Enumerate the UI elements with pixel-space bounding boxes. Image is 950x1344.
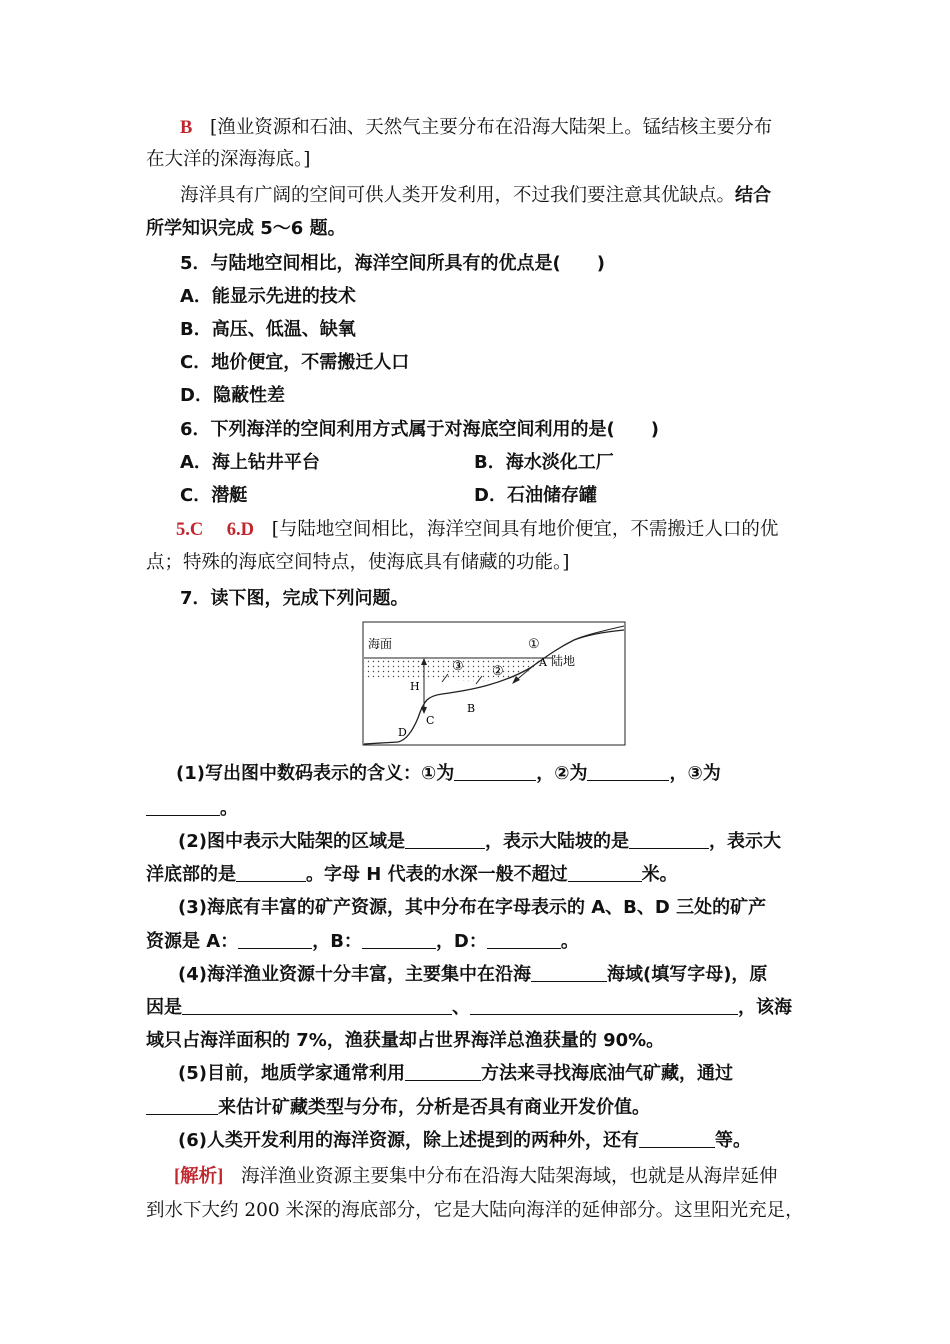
q7-p5-text-c: 来估计矿藏类型与分布，分析是否具有商业开发价值。 [218,1097,650,1118]
q7-p1-text-b: ，②为 [536,763,588,784]
q5-option-a: A．能显示先进的技术 [180,286,356,307]
intro-text: 海洋具有广阔的空间可供人类开发利用，不过我们要注意其优缺点。 [180,185,736,206]
blank-4-3[interactable] [470,996,738,1015]
q7-p4-text-a: (4)海洋渔业资源十分丰富，主要集中在沿海 [178,964,531,985]
q7-p4-line2 [146,994,792,1022]
answer-56-line2: 点；特殊的海底空间特点，使海底具有储藏的功能。] [146,552,570,573]
q6-option-c: C．潜艇 [180,485,248,506]
blank-4-2[interactable] [182,996,452,1015]
blank-2-4[interactable] [568,863,642,882]
label-c: C [426,714,435,727]
q7-p3-line1: (3)海底有丰富的矿产资源，其中分布在字母表示的 A、B、D 三处的矿产 [178,897,767,918]
label-h: H [410,680,420,693]
q7-p3-text-b: 资源是 A： [146,931,239,952]
q5-option-b: B．高压、低温、缺氧 [180,319,356,340]
label-b: B [467,702,476,715]
q7-p1-line1 [176,760,721,788]
q7-p2-line2 [146,861,678,889]
q7-p6-line [178,1127,751,1155]
blank-3-b[interactable] [362,930,436,949]
analysis-line2: 到水下大约 200 米深的海底部分，它是大陆向海洋的延伸部分。这里阳光充足， [146,1200,804,1221]
q7-stem: 7．读下图，完成下列问题。 [180,588,409,609]
q7-p3-line2 [146,928,579,956]
analysis-text-1: 海洋渔业资源主要集中分布在沿海大陆架海域，也就是从海岸延伸 [240,1166,778,1187]
q7-p4-text-d: 、 [452,997,470,1018]
q7-p4-line1 [178,961,767,989]
blank-2-3[interactable] [236,863,306,882]
blank-3-a[interactable] [238,930,312,949]
label-circle-1: ① [528,637,540,652]
blank-5-1[interactable] [405,1062,481,1081]
q6-option-b: B．海水淡化工厂 [474,452,614,473]
q7-p2-text-e: 。字母 H 代表的水深一般不超过 [306,864,568,885]
intro-line1 [180,182,771,210]
answer-6-label: 6.D [226,520,255,540]
intro-line2: 所学知识完成 5～6 题。 [146,218,346,239]
q7-p3-text-c: ，B： [312,931,362,952]
intro-text-bold: 结合 [735,185,772,206]
q7-p4-text-e: ，该海 [738,997,792,1018]
q6-option-a: A．海上钻井平台 [180,452,320,473]
q7-p3-text-e: 。 [560,931,579,952]
prev-answer-letter: B [180,118,193,138]
q7-p4-text-c: 因是 [146,997,182,1018]
label-circle-2: ② [492,664,504,679]
q7-p1-line2 [146,795,238,823]
blank-2-1[interactable] [405,830,485,849]
analysis-label: [解析] [174,1167,224,1187]
q7-p1-text-a: (1)写出图中数码表示的含义：①为 [176,763,455,784]
blank-1-3[interactable] [146,797,220,816]
blank-1-1[interactable] [454,762,536,781]
answer-56-line1 [176,516,778,544]
q7-p3-text-d: ，D： [435,931,487,952]
label-circle-3: ③ [452,659,464,674]
blank-1-2[interactable] [587,762,669,781]
q7-p5-line2 [146,1094,650,1122]
q7-p5-line1 [178,1060,733,1088]
q5-option-d: D．隐蔽性差 [180,385,285,406]
label-d: D [398,726,407,739]
blank-3-d[interactable] [487,930,561,949]
prev-answer-line1 [180,114,772,142]
q7-p4-text-b: 海域(填写字母)，原 [606,964,768,985]
q7-p1-text-d: 。 [220,798,238,819]
q7-p2-text-c: ，表示大 [708,831,781,852]
q7-p2-text-b: ，表示大陆坡的是 [484,831,629,852]
analysis-line1 [174,1163,778,1191]
blank-2-2[interactable] [629,830,709,849]
prev-answer-text: [渔业资源和石油、天然气主要分布在沿海大陆架上。锰结核主要分布 [210,117,773,138]
land-label: 陆地 [551,654,576,668]
q7-p5-text-a: (5)目前，地质学家通常利用 [178,1063,405,1084]
q7-p2-text-a: (2)图中表示大陆架的区域是 [178,831,405,852]
q5-option-c: C．地价便宜，不需搬迁人口 [180,352,410,373]
q5-stem: 5．与陆地空间相比，海洋空间所具有的优点是( ) [180,253,605,274]
q7-p1-text-c: ，③为 [669,763,721,784]
q7-p2-text-d: 洋底部的是 [146,864,236,885]
label-a: A [539,656,547,669]
q7-p4-line3: 域只占海洋面积的 7%，渔获量却占世界海洋总渔获量的 90%。 [146,1030,665,1051]
q7-p6-text-b: 等。 [714,1130,751,1151]
seafloor-profile-diagram [362,620,628,748]
prev-answer-line2: 在大洋的深海海底。] [146,149,311,170]
q6-stem: 6．下列海洋的空间利用方式属于对海底空间利用的是( ) [180,419,659,440]
blank-4-1[interactable] [531,963,607,982]
q7-p2-line1 [178,828,781,856]
q7-p2-text-f: 米。 [641,864,678,885]
answer-56-text: [与陆地空间相比，海洋空间具有地价便宜，不需搬迁人口的优 [271,519,779,540]
q6-option-d: D．石油储存罐 [474,485,597,506]
q7-p5-text-b: 方法来寻找海底油气矿藏，通过 [480,1063,733,1084]
depth-arrow-h-bottom [421,707,427,714]
blank-5-2[interactable] [146,1096,218,1115]
blank-6-1[interactable] [639,1129,715,1148]
q7-p6-text-a: (6)人类开发利用的海洋资源，除上述提到的两种外，还有 [178,1130,639,1151]
sea-surface-label: 海面 [368,637,393,651]
answer-5-label: 5.C [176,520,204,540]
